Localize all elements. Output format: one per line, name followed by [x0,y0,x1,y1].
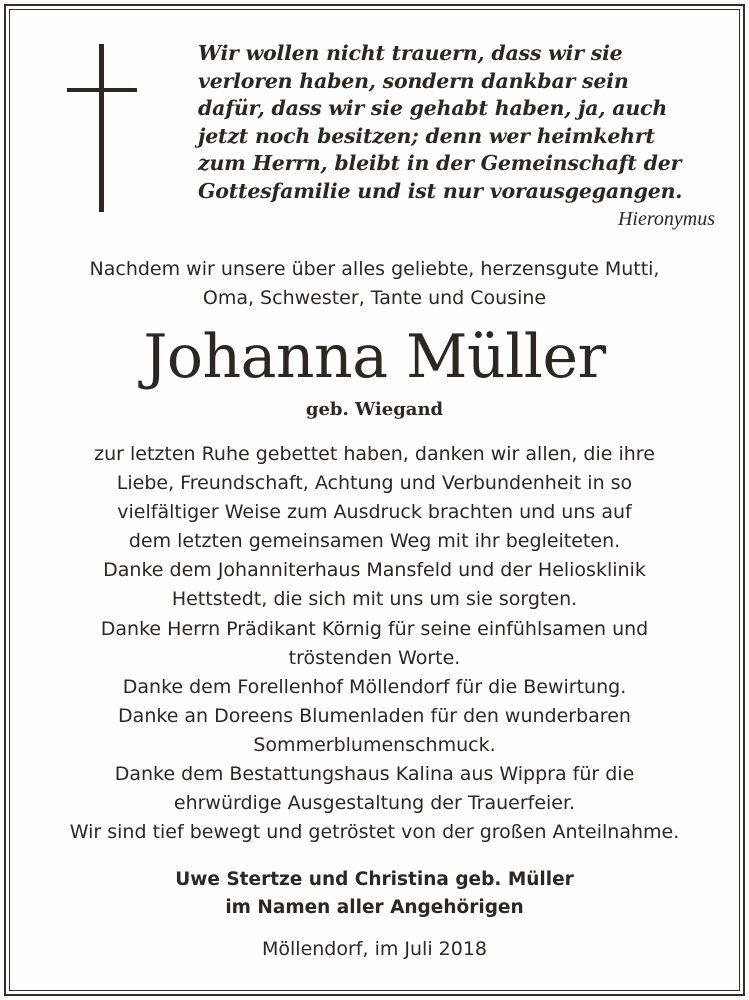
thanks-line: Danke dem Bestattungshaus Kalina aus Wippra für die [114,763,635,786]
thanks-text [14,440,735,818]
cross-horizontal-bar [67,88,137,92]
thanks-line: Sommerblumenschmuck. [253,733,496,756]
thanks-line: zur letzten Ruhe gebettet haben, danken wir allen, die ihre [94,443,655,465]
bible-quote [198,40,718,206]
cross-icon [67,44,137,214]
quote-line: dafür, dass wir sie gehabt haben, ja, auch [198,96,668,121]
signers [14,866,735,922]
thanks-line: Danke Herrn Prädikant Körnig für seine einfühlsamen und [100,617,649,640]
quote-line: zum Herrn, bleibt in der Gemeinschaft der [198,151,682,176]
thanks-line: Liebe, Freundschaft, Achtung und Verbundenheit in so [116,472,633,495]
thanks-line: dem letzten gemeinsamen Weg mit ihr begleiteten. [128,530,621,553]
thanks-line: vielfältiger Weise zum Ausdruck brachten und uns auf [117,501,632,524]
signer-subtitle: im Namen aller Angehörigen [225,897,524,918]
place-date: Möllendorf, im Juli 2018 [262,938,487,960]
maiden-name: geb. Wiegand [305,399,444,420]
thanks-line: tröstenden Worte. [288,646,461,669]
deceased-name: Johanna Müller [143,322,606,392]
signer-names: Uwe Stertze und Christina geb. Müller [175,869,574,890]
thanks-line: Danke dem Forellenhof Möllendorf für die Bewirtung. [122,675,627,698]
quote-line: verloren haben, sondern dankbar sein [198,68,629,93]
quote-line: Wir wollen nicht trauern, dass wir sie [198,41,623,65]
cross-vertical-bar [99,44,104,212]
quote-line: jetzt noch besitzen; denn wer heimkehrt [198,123,655,148]
quote-author: Hieronymus [617,208,715,230]
thanks-line: Hettstedt, die sich mit uns um sie sorgten. [171,588,578,611]
thanks-line: ehrwürdige Ausgestaltung der Trauerfeier. [173,792,576,815]
quote-line: Gottesfamilie und ist nur vorausgegangen. [198,178,683,203]
intro-line: Nachdem wir unsere über alles geliebte, herzensgute Mutti, [89,258,660,280]
closing-text: Wir sind tief bewegt und getröstet von der großen Anteilnahme. [69,821,680,843]
intro-text [14,255,735,313]
thanks-line: Danke dem Johanniterhaus Mansfeld und der Heliosklinik [103,559,646,582]
intro-line: Oma, Schwester, Tante und Cousine [202,287,547,309]
thanks-line: Danke an Doreens Blumenladen für den wunderbaren [118,704,631,727]
